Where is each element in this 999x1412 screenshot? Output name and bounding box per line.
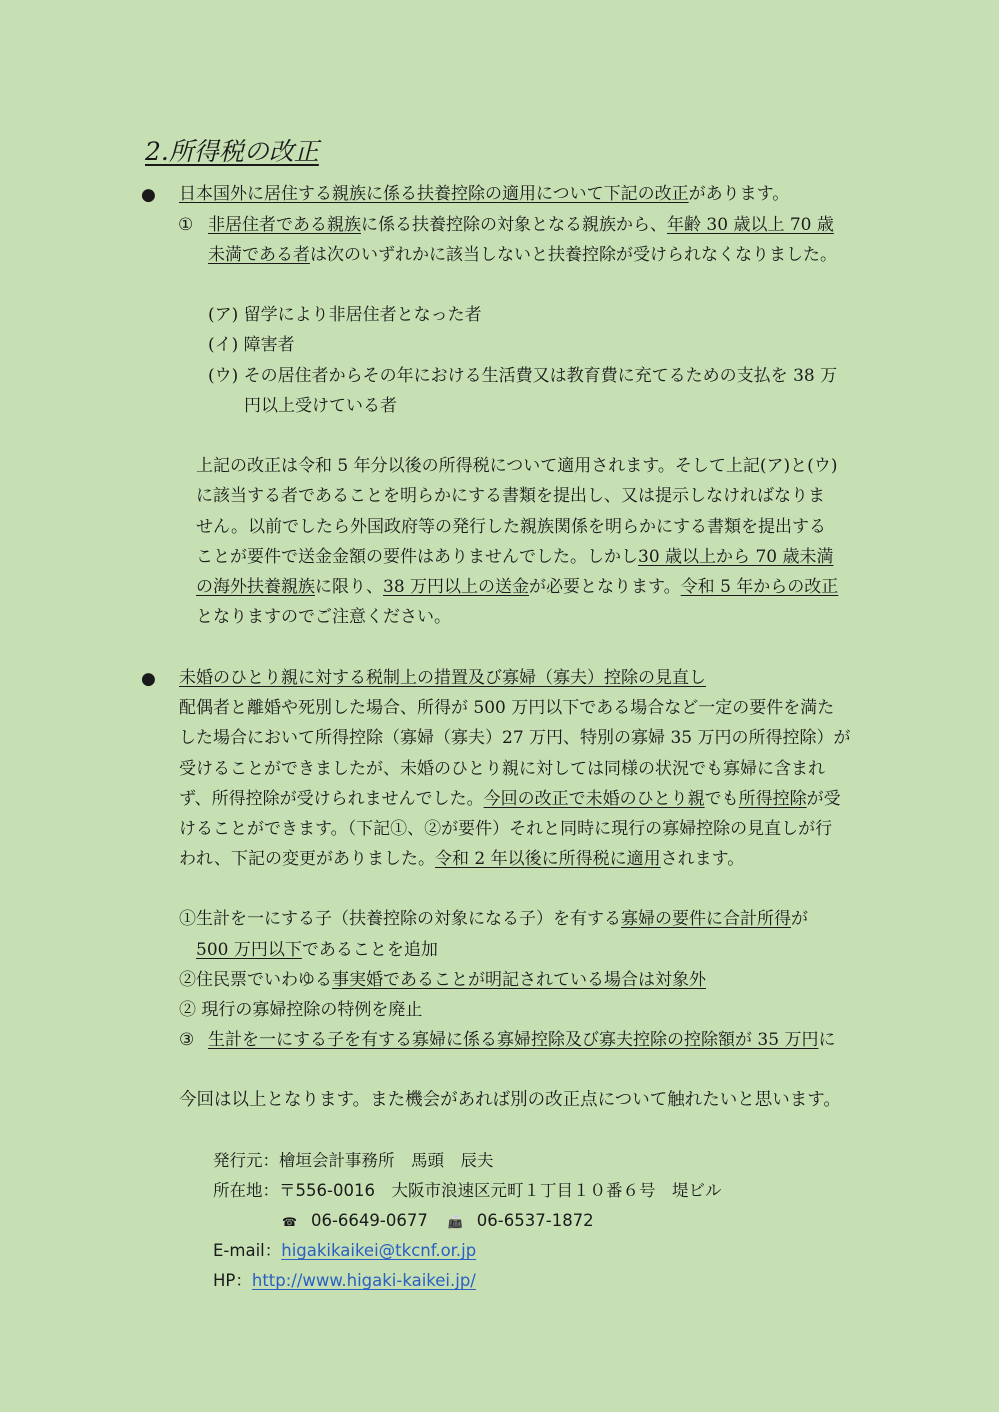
paragraph2-line3: 受けることができましたが、未婚のひとり親に対しては同様の状況でも寡婦に含まれ	[179, 759, 825, 779]
paragraph1-line5: の海外扶養親族に限り、38 万円以上の送金が必要となります。令和 5 年からの改正	[196, 577, 839, 597]
footer-phone-row	[282, 1206, 594, 1237]
section2-heading: 未婚のひとり親に対する税制上の措置及び寡婦（寡夫）控除の見直し	[179, 668, 706, 688]
footer-publisher: 発行元：檜垣会計事務所 馬頭 辰夫	[213, 1151, 494, 1170]
paragraph1-line4: ことが要件で送金金額の要件はありませんでした。しかし30 歳以上から 70 歳未満	[196, 547, 834, 567]
item1-number: ①	[178, 215, 194, 235]
footer-hp-row: HP：http://www.higaki-kaikei.jp/	[213, 1271, 476, 1290]
paragraph2-line6: われ、下記の変更がありました。令和 2 年以後に所得税に適用されます。	[179, 849, 745, 869]
footer-email-row: E-mail：higakikaikei@tkcnf.or.jp	[213, 1241, 477, 1260]
footer-address: 所在地：〒556-0016 大阪市浪速区元町１丁目１０番６号 堤ビル	[213, 1181, 722, 1200]
change-1-line1: ①生計を一にする子（扶養控除の対象になる子）を有する寡婦の要件に合計所得が	[179, 909, 808, 929]
sub-item-c-line2: 円以上受けている者	[244, 396, 397, 416]
footer-tel: 06-6649-0677	[310, 1211, 428, 1230]
item1-line1: 非居住者である親族に係る扶養控除の対象となる親族から、年齢 30 歳以上 70 歳	[208, 215, 834, 235]
email-link[interactable]: higakikaikei@tkcnf.or.jp	[281, 1241, 477, 1260]
section1-heading: 日本国外に居住する親族に係る扶養控除の適用について下記の改正があります。	[179, 184, 790, 204]
paragraph2-line4: ず、所得控除が受けられませんでした。今回の改正で未婚のひとり親でも所得控除が受	[179, 789, 841, 809]
sub-item-b: (イ) 障害者	[208, 335, 295, 355]
footer-fax: 06-6537-1872	[476, 1211, 594, 1230]
sub-item-c-line1: (ウ) その居住者からその年における生活費又は教育費に充てるための支払を 38 万	[208, 366, 838, 386]
bullet-dot-icon: ●	[141, 669, 156, 689]
fax-icon: 📠	[447, 1214, 463, 1229]
paragraph2-line5: けることができます。（下記①、②が要件）それと同時に現行の寡婦控除の見直しが行	[179, 819, 833, 839]
closing-text: 今回は以上となります。また機会があれば別の改正点について触れたいと思います。	[179, 1090, 841, 1110]
section-title: 2.所得税の改正	[145, 137, 319, 166]
paragraph2-line1: 配偶者と離婚や死別した場合、所得が 500 万円以下である場合など一定の要件を満た	[179, 698, 835, 718]
change-4: 生計を一にする子を有する寡婦に係る寡婦控除及び寡夫控除の控除額が 35 万円に	[208, 1030, 836, 1050]
paragraph1-line3: せん。以前でしたら外国政府等の発行した親族関係を明らかにする書類を提出する	[196, 517, 827, 537]
homepage-link[interactable]: http://www.higaki-kaikei.jp/	[251, 1271, 476, 1290]
change-2: ②住民票でいわゆる事実婚であることが明記されている場合は対象外	[179, 970, 706, 990]
change-4-number: ③	[179, 1030, 195, 1050]
telephone-icon: ☎	[282, 1214, 297, 1229]
change-1-line2: 500 万円以下であることを追加	[196, 940, 438, 960]
item1-line2: 未満である者は次のいずれかに該当しないと扶養控除が受けられなくなりました。	[208, 245, 837, 265]
change-3: ② 現行の寡婦控除の特例を廃止	[179, 1000, 423, 1020]
bullet-dot-icon: ●	[141, 185, 156, 205]
sub-item-a: (ア) 留学により非居住者となった者	[208, 305, 482, 325]
paragraph1-line1: 上記の改正は令和 5 年分以後の所得税について適用されます。そして上記(ア)と(ウ)	[196, 456, 838, 476]
paragraph1-line6: となりますのでご注意ください。	[196, 607, 451, 627]
paragraph1-line2: に該当する者であることを明らかにする書類を提出し、又は提示しなければなりま	[196, 486, 825, 506]
paragraph2-line2: した場合において所得控除（寡婦（寡夫）27 万円、特別の寡婦 35 万円の所得控除）が	[179, 728, 851, 748]
